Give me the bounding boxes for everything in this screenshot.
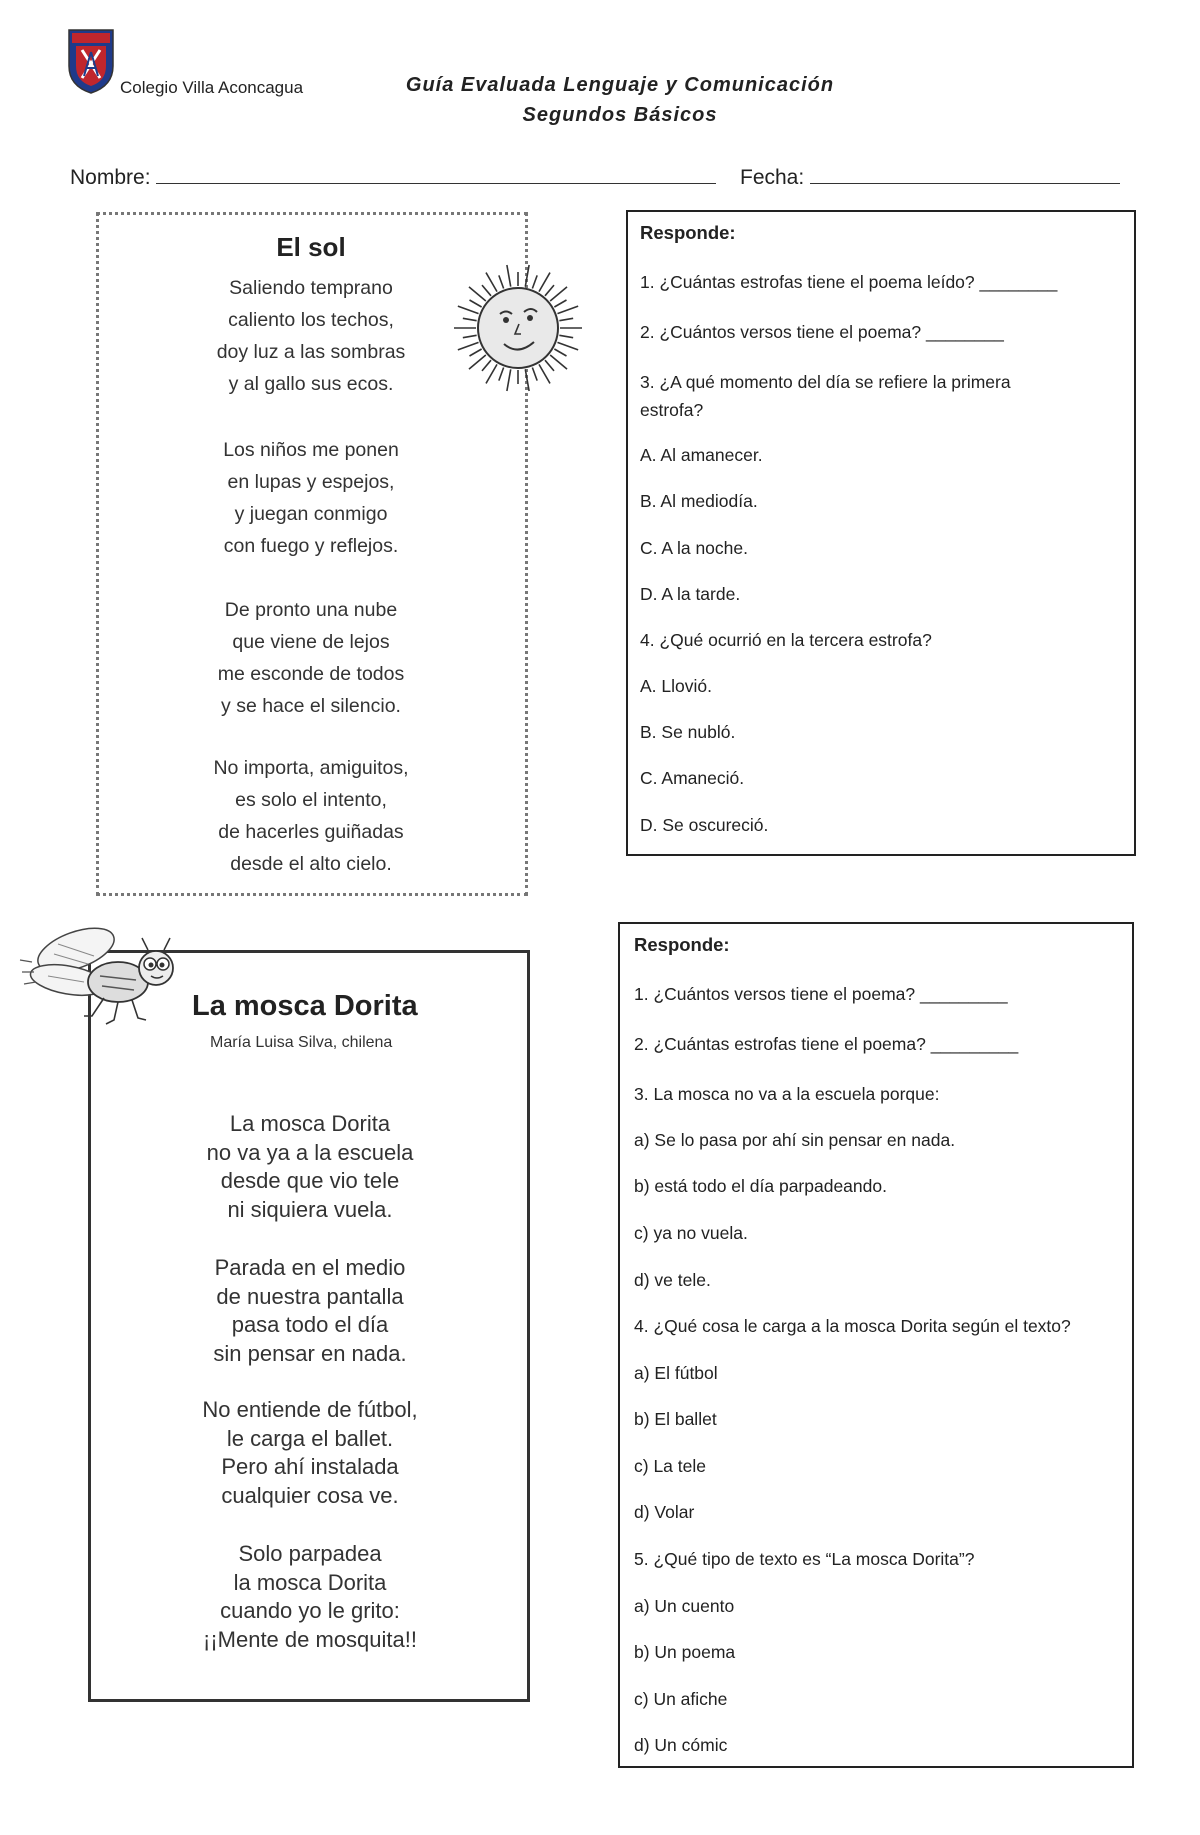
poem-verse: y al gallo sus ecos. bbox=[228, 373, 394, 395]
poem-verse: le carga el ballet. bbox=[226, 1425, 394, 1451]
name-blank[interactable] bbox=[156, 169, 716, 184]
poem-verse: La mosca Dorita bbox=[229, 1111, 391, 1136]
poem-verse: cuando yo le grito: bbox=[220, 1598, 400, 1623]
school-name: Colegio Villa Aconcagua bbox=[120, 78, 304, 97]
poem-verse: es solo el intento, bbox=[235, 789, 387, 811]
poem-title: El sol bbox=[276, 232, 346, 262]
answer-option[interactable]: D. Se oscureció. bbox=[640, 815, 769, 835]
poem-verse: Pero ahí instalada bbox=[221, 1454, 399, 1479]
sun-ray bbox=[507, 369, 511, 391]
fly-cartoon-icon bbox=[18, 920, 188, 1030]
sun-ray bbox=[486, 364, 497, 383]
responde-heading: Responde: bbox=[634, 934, 730, 955]
sun-ray bbox=[545, 360, 554, 371]
responde-heading: Responde: bbox=[640, 222, 736, 243]
school-crest-icon bbox=[66, 26, 116, 96]
poem-stanza bbox=[160, 1110, 460, 1224]
sun-ray bbox=[482, 360, 491, 371]
questions-box-el-sol bbox=[626, 210, 1136, 856]
poem-verse: ni siquiera vuela. bbox=[227, 1196, 393, 1222]
poem-verse: Saliendo temprano bbox=[229, 277, 393, 299]
poem-stanza bbox=[160, 1396, 460, 1510]
poem-verse: No entiende de fútbol, bbox=[202, 1397, 418, 1422]
question-line: 5. ¿Qué tipo de texto es “La mosca Dorita”? bbox=[634, 1549, 975, 1569]
sun-ray bbox=[463, 318, 477, 320]
sun-ray bbox=[469, 355, 486, 369]
sun-ray bbox=[525, 369, 529, 391]
answer-option[interactable]: b) El ballet bbox=[634, 1409, 717, 1429]
sun-ray bbox=[532, 275, 537, 288]
sun-ray bbox=[554, 349, 566, 356]
poem-verse: con fuego y reflejos. bbox=[223, 535, 399, 557]
sun-ray bbox=[470, 300, 482, 307]
question-line: 2. ¿Cuántos versos tiene el poema? ________ bbox=[640, 322, 1004, 342]
answer-option[interactable]: b) Un poema bbox=[634, 1642, 736, 1662]
sun-ray bbox=[507, 265, 511, 287]
poem-verse: no va ya a la escuela bbox=[206, 1139, 414, 1165]
answer-option[interactable]: a) Se lo pasa por ahí sin pensar en nada. bbox=[634, 1130, 956, 1150]
answer-option[interactable]: c) La tele bbox=[634, 1456, 706, 1476]
sun-ray bbox=[469, 287, 486, 301]
answer-option[interactable]: A. Al amanecer. bbox=[640, 445, 763, 465]
question-line: 2. ¿Cuántas estrofas tiene el poema? _________ bbox=[634, 1034, 1019, 1054]
sun-ray bbox=[550, 355, 567, 369]
answer-option[interactable]: C. A la noche. bbox=[640, 538, 748, 558]
name-label: Nombre: bbox=[70, 166, 151, 189]
question-line: 3. ¿A qué momento del día se refiere la primera bbox=[640, 372, 1011, 392]
sun-ray bbox=[482, 285, 491, 296]
page-subtitle: Segundos Básicos bbox=[522, 104, 718, 126]
name-field[interactable] bbox=[70, 166, 716, 190]
sun-ray bbox=[525, 265, 529, 287]
answer-option[interactable]: d) Un cómic bbox=[634, 1735, 728, 1755]
sun-ray bbox=[559, 318, 573, 320]
answer-option[interactable]: d) Volar bbox=[634, 1502, 695, 1522]
question-line: 1. ¿Cuántas estrofas tiene el poema leído? ________ bbox=[640, 272, 1058, 292]
poem-verse: De pronto una nube bbox=[224, 599, 398, 621]
poem-verse: doy luz a las sombras bbox=[216, 341, 406, 363]
answer-option[interactable]: D. A la tarde. bbox=[640, 584, 741, 604]
poem-verse: la mosca Dorita bbox=[233, 1569, 387, 1595]
poem-verse: y se hace el silencio. bbox=[221, 695, 401, 717]
sun-ray bbox=[458, 306, 479, 314]
question-line: 3. La mosca no va a la escuela porque: bbox=[634, 1084, 940, 1104]
question-line: 1. ¿Cuántos versos tiene el poema? _________ bbox=[634, 984, 1008, 1004]
sun-ray bbox=[458, 342, 479, 350]
answer-option[interactable]: c) ya no vuela. bbox=[634, 1223, 748, 1243]
sun-ray bbox=[463, 335, 477, 337]
sun-ray bbox=[539, 273, 550, 292]
poem-verse: que viene de lejos bbox=[232, 631, 390, 653]
page-title: Guía Evaluada Lenguaje y Comunicación bbox=[405, 74, 835, 96]
sun-ray bbox=[554, 300, 566, 307]
poem-verse: cualquier cosa ve. bbox=[221, 1482, 399, 1508]
poem-verse: desde que vio tele bbox=[220, 1168, 400, 1193]
poem-verse: Parada en el medio bbox=[214, 1255, 406, 1280]
poem-title: La mosca Dorita bbox=[192, 990, 418, 1022]
poem-stanza bbox=[160, 1254, 460, 1368]
sun-ray bbox=[499, 275, 504, 288]
sun-ray bbox=[557, 342, 578, 350]
poem-verse: en lupas y espejos, bbox=[227, 471, 395, 493]
question-line: 4. ¿Qué cosa le carga a la mosca Dorita según el texto? bbox=[634, 1316, 1071, 1336]
sun-face-icon bbox=[424, 262, 584, 394]
poem-verse: de nuestra pantalla bbox=[216, 1283, 404, 1309]
question-line: 4. ¿Qué ocurrió en la tercera estrofa? bbox=[640, 630, 932, 650]
poem-verse: me esconde de todos bbox=[217, 663, 405, 685]
poem-stanza bbox=[96, 594, 526, 722]
poem-stanza bbox=[96, 752, 526, 880]
poem-stanza bbox=[160, 1540, 460, 1654]
poem-verse: No importa, amiguitos, bbox=[213, 757, 409, 779]
poem-verse: desde el alto cielo. bbox=[230, 853, 392, 875]
poem-verse: ¡¡Mente de mosquita!! bbox=[203, 1626, 417, 1652]
answer-option[interactable]: d) ve tele. bbox=[634, 1270, 711, 1290]
date-label: Fecha: bbox=[740, 166, 805, 189]
answer-option[interactable]: A. Llovió. bbox=[640, 676, 712, 696]
sun-ray bbox=[486, 273, 497, 292]
poem-stanza bbox=[96, 434, 526, 562]
answer-option[interactable]: a) El fútbol bbox=[634, 1363, 718, 1383]
answer-option[interactable]: b) está todo el día parpadeando. bbox=[634, 1176, 887, 1196]
poem-verse: pasa todo el día bbox=[231, 1312, 389, 1337]
poem-verse: Solo parpadea bbox=[238, 1541, 382, 1566]
sun-ray bbox=[557, 306, 578, 314]
answer-option[interactable]: a) Un cuento bbox=[634, 1596, 735, 1616]
answer-option[interactable]: B. Se nubló. bbox=[640, 722, 736, 742]
poem-verse: Los niños me ponen bbox=[223, 439, 399, 461]
sun-ray bbox=[532, 367, 537, 380]
sun-ray bbox=[470, 349, 482, 356]
poem-author: María Luisa Silva, chilena bbox=[210, 1034, 393, 1051]
poem-verse: caliento los techos, bbox=[228, 309, 394, 331]
sun-ray bbox=[545, 285, 554, 296]
poem-verse: sin pensar en nada. bbox=[213, 1340, 407, 1366]
answer-option[interactable]: c) Un afiche bbox=[634, 1689, 728, 1709]
answer-option[interactable]: C. Amaneció. bbox=[640, 768, 745, 788]
date-field[interactable] bbox=[740, 166, 1120, 190]
sun-ray bbox=[559, 335, 573, 337]
sun-ray bbox=[539, 364, 550, 383]
sun-ray bbox=[499, 367, 504, 380]
question-line: estrofa? bbox=[640, 400, 704, 420]
date-blank[interactable] bbox=[810, 169, 1120, 184]
poem-verse: y juegan conmigo bbox=[234, 503, 388, 525]
poem-verse: de hacerles guiñadas bbox=[218, 821, 404, 843]
answer-option[interactable]: B. Al mediodía. bbox=[640, 491, 758, 511]
sun-ray bbox=[550, 287, 567, 301]
